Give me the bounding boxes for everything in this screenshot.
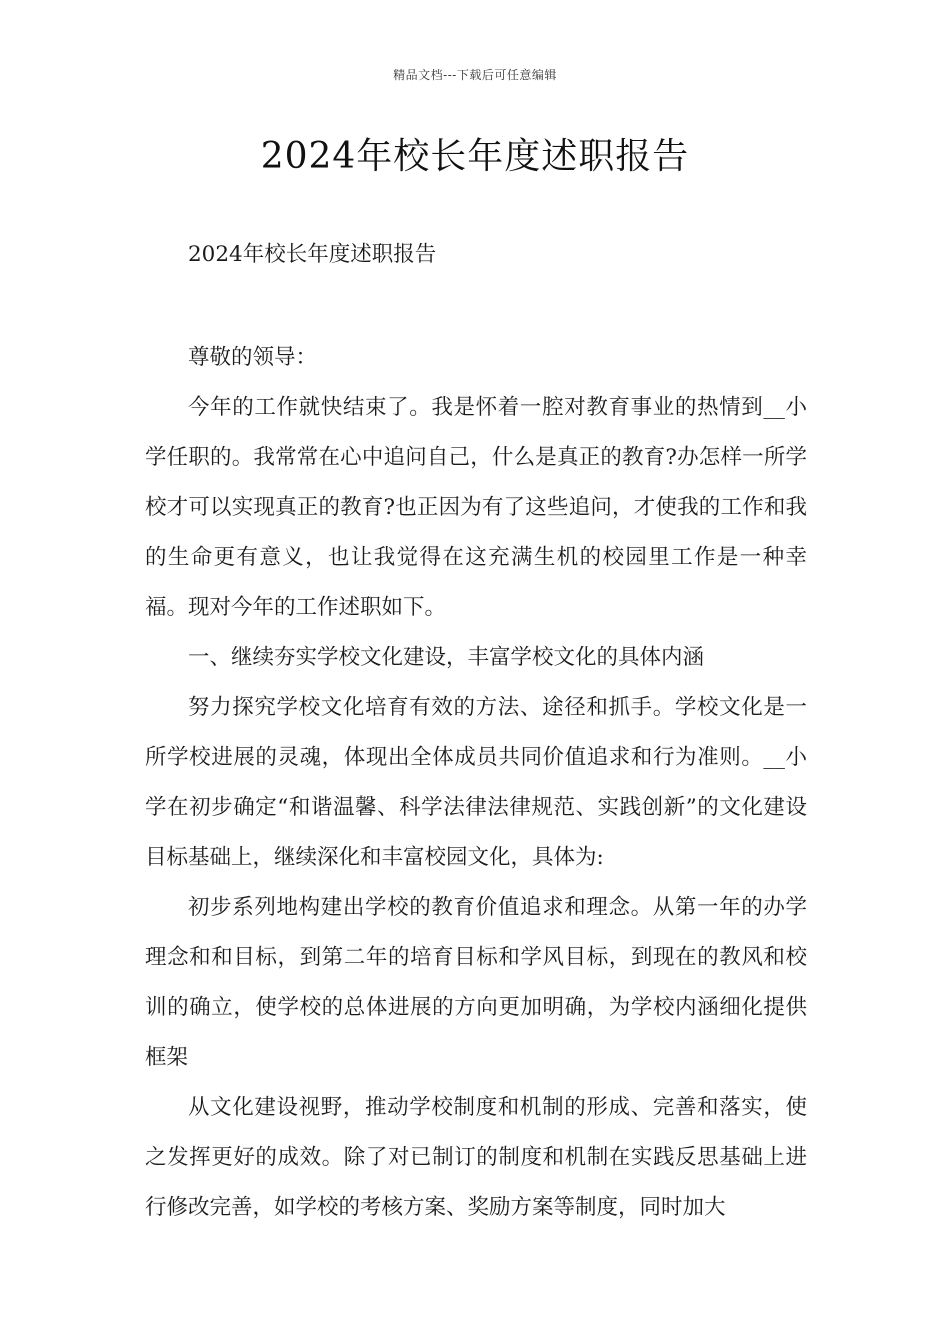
paragraph-culture: 努力探究学校文化培育有效的方法、途径和抓手。学校文化是一所学校进展的灵魂，体现出全体成员共同价值追求和行为准则。__小学在初步确定“和谐温馨、科学法律法律规范、实践创新”的文化建设目标基础上，继续深化和丰富校园文化，具体为: <box>145 695 807 870</box>
document-subtitle: 2024年校长年度述职报告 <box>188 242 437 267</box>
salutation: 尊敬的领导： <box>188 345 318 370</box>
paragraph-system: 从文化建设视野，推动学校制度和机制的形成、完善和落实，使之发挥更好的成效。除了对已制订的制度和机制在实践反思基础上进行修改完善，如学校的考核方案、奖励方案等制度，同时加大 <box>145 1095 807 1220</box>
document-body <box>145 230 807 1233</box>
header-note: 精品文档---下载后可任意编辑 <box>393 68 557 82</box>
section-heading: 一、继续夯实学校文化建设，丰富学校文化的具体内涵 <box>188 645 705 670</box>
paragraph-intro: 今年的工作就快结束了。我是怀着一腔对教育事业的热情到__小学任职的。我常常在心中追问自己，什么是真正的教育?办怎样一所学校才可以实现真正的教育?也正因为有了这些追问，才使我的工作和我的生命更有意义，也让我觉得在这充满生机的校园里工作是一种幸福。现对今年的工作述职如下。 <box>145 395 807 620</box>
paragraph-values: 初步系列地构建出学校的教育价值追求和理念。从第一年的办学理念和和目标，到第二年的培育目标和学风目标，到现在的教风和校训的确立，使学校的总体进展的方向更加明确，为学校内涵细化提供框架 <box>145 895 807 1070</box>
document-title: 2024年校长年度述职报告 <box>260 136 690 177</box>
